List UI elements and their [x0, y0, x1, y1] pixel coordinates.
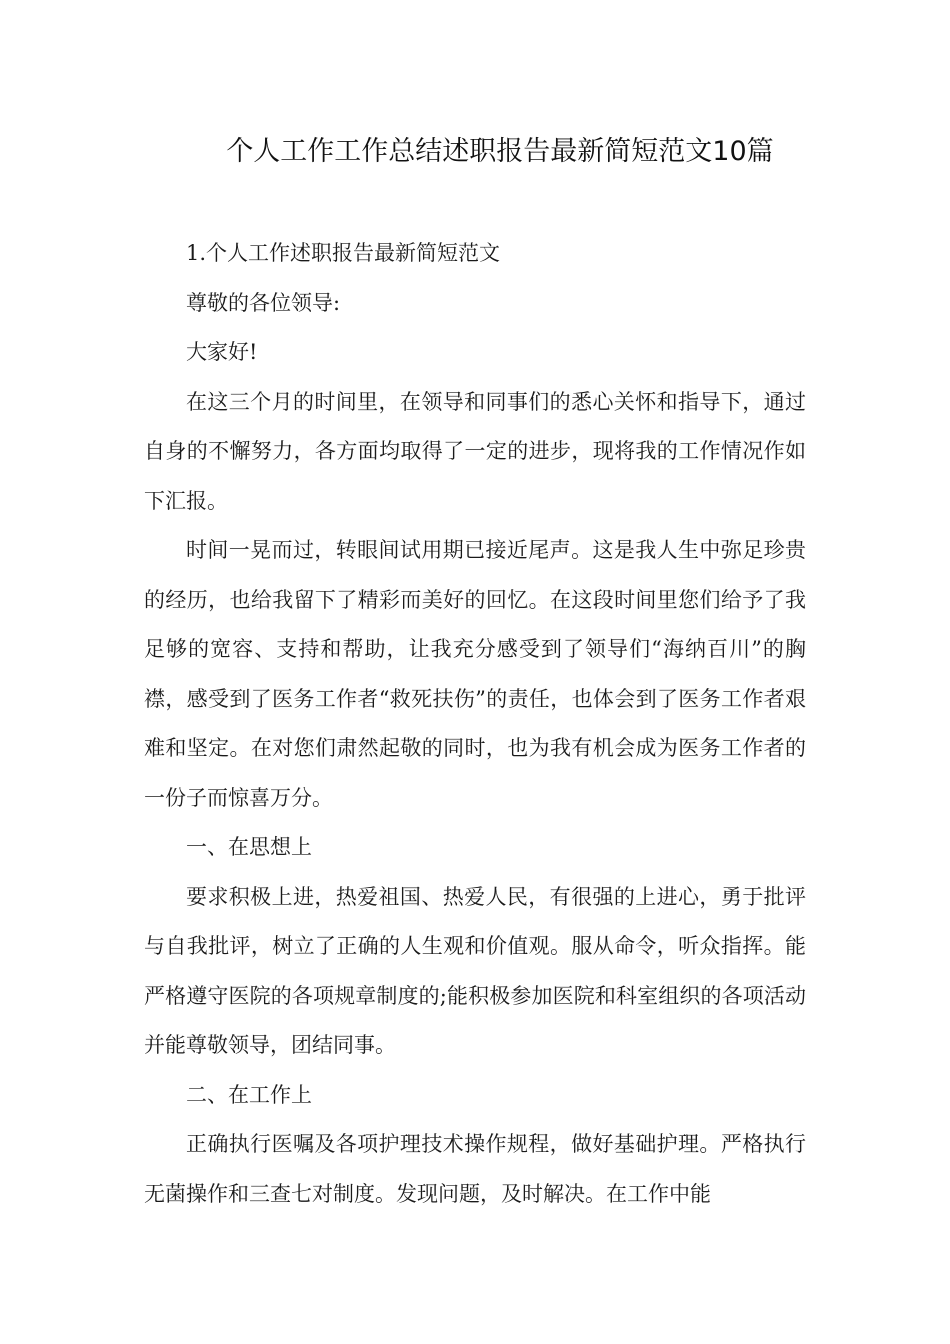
section-heading-1: 1.个人工作述职报告最新简短范文 — [186, 241, 501, 265]
document-body — [144, 229, 806, 1219]
subheading-thought: 一、在思想上 — [186, 835, 312, 859]
paragraph-work: 正确执行医嘱及各项护理技术操作规程，做好基础护理。严格执行无菌操作和三查七对制度。发现问题，及时解决。在工作中能 — [144, 1132, 806, 1206]
subheading-work: 二、在工作上 — [186, 1082, 312, 1107]
paragraph-reflection: 时间一晃而过，转眼间试用期已接近尾声。这是我人生中弥足珍贵的经历，也给我留下了精彩而美好的回忆。在这段时间里您们给予了我足够的宽容、支持和帮助，让我充分感受到了领导们“海纳百川”的胸襟，感受到了医务工作者“救死扶伤”的责任，也体会到了医务工作者艰难和坚定。在对您们肃然起敬的同时，也为我有机会成为医务工作者的一份子而惊喜万分。 — [144, 538, 806, 810]
paragraph-thought: 要求积极上进，热爱祖国、热爱人民，有很强的上进心，勇于批评与自我批评，树立了正确的人生观和价值观。服从命令，听众指挥。能严格遵守医院的各项规章制度的;能积极参加医院和科室组织的各项活动并能尊敬领导，团结同事。 — [144, 884, 806, 1057]
salutation: 尊敬的各位领导: — [186, 290, 341, 315]
greeting: 大家好! — [186, 340, 258, 364]
paragraph-intro: 在这三个月的时间里，在领导和同事们的悉心关怀和指导下，通过自身的不懈努力，各方面均取得了一定的进步，现将我的工作情况作如下汇报。 — [144, 389, 806, 513]
document-title: 个人工作工作总结述职报告最新简短范文10篇 — [226, 136, 774, 167]
